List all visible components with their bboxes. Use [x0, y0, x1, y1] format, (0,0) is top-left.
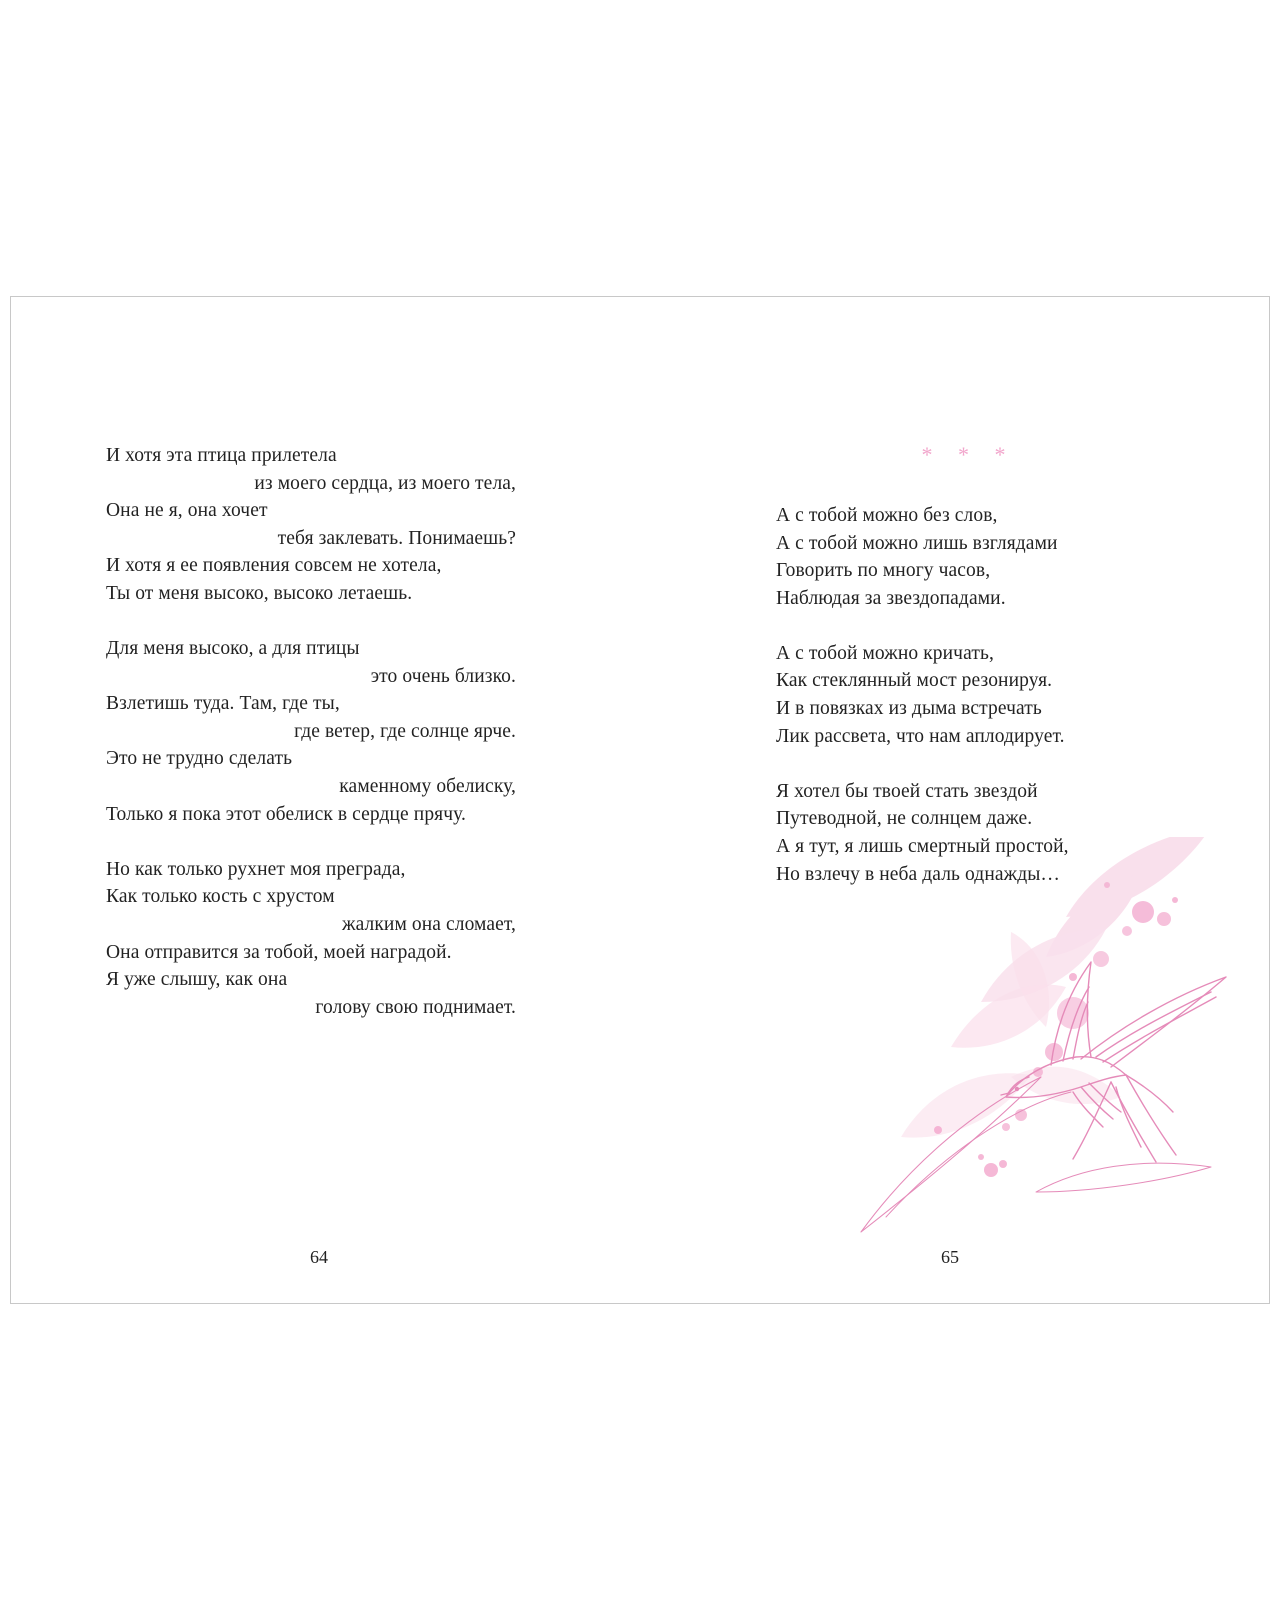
- poem-line: Ты от меня высоко, высоко летаешь.: [106, 582, 413, 604]
- poem-line: Но как только рухнет моя преграда,: [106, 858, 406, 880]
- poem-line: Я уже слышу, как она: [106, 969, 288, 991]
- poem-line: Это не трудно сделать: [106, 748, 293, 770]
- poem-line: из моего сердца, из моего тела,: [254, 472, 516, 494]
- poem-line: Я хотел бы твоей стать звездой: [776, 780, 1038, 802]
- poem-line: Только я пока этот обелиск в сердце прячу.: [106, 803, 467, 825]
- poem-line: Путеводной, не солнцем даже.: [776, 808, 1033, 830]
- poem-line: где ветер, где солнце ярче.: [294, 720, 516, 742]
- poem-line: Наблюдая за звездопадами.: [776, 587, 1006, 609]
- stanza: [106, 856, 516, 1022]
- poem-line: Как стеклянный мост резонируя.: [776, 670, 1053, 692]
- right-page: [641, 297, 1271, 1303]
- section-separator: * * *: [921, 442, 1016, 467]
- page-number-right: 65: [941, 1247, 959, 1267]
- poem-left: [106, 442, 516, 1021]
- poem-line: Говорить по многу часов,: [776, 560, 991, 582]
- poem-line: Лик рассвета, что нам аплодирует.: [776, 725, 1065, 747]
- poem-line: И хотя я ее появления совсем не хотела,: [106, 555, 442, 577]
- stanza: [106, 635, 516, 828]
- book-spread: [10, 296, 1270, 1304]
- left-page: [11, 297, 641, 1303]
- poem-line: А с тобой можно без слов,: [776, 505, 998, 526]
- poem-line: Для меня высоко, а для птицы: [106, 638, 360, 660]
- poem-line: А я тут, я лишь смертный простой,: [776, 835, 1069, 857]
- swallow-watercolor-icon: [841, 837, 1251, 1237]
- poem-right: [776, 502, 1136, 888]
- page-number-left: 64: [310, 1247, 328, 1267]
- poem-line: И в повязках из дыма встречать: [776, 698, 1042, 720]
- poem-line: А с тобой можно кричать,: [776, 642, 994, 664]
- poem-line: каменному обелиску,: [339, 776, 516, 798]
- poem-line: жалким она сломает,: [342, 913, 516, 935]
- poem-line: Взлетишь туда. Там, где ты,: [106, 693, 340, 715]
- poem-line: А с тобой можно лишь взглядами: [776, 532, 1058, 554]
- poem-line: тебя заклевать. Понимаешь?: [277, 527, 516, 549]
- poem-line: голову свою поднимает.: [315, 996, 516, 1018]
- stanza: [106, 442, 516, 608]
- stanza: [776, 640, 1136, 750]
- poem-line: Как только кость с хрустом: [106, 886, 335, 908]
- stanza: [776, 502, 1136, 612]
- poem-line: Она отправится за тобой, моей наградой.: [106, 941, 452, 963]
- poem-line: И хотя эта птица прилетела: [106, 445, 337, 466]
- poem-line: Но взлечу в неба даль однажды…: [776, 863, 1061, 885]
- poem-line: это очень близко.: [370, 665, 516, 687]
- poem-line: Она не я, она хочет: [106, 500, 268, 522]
